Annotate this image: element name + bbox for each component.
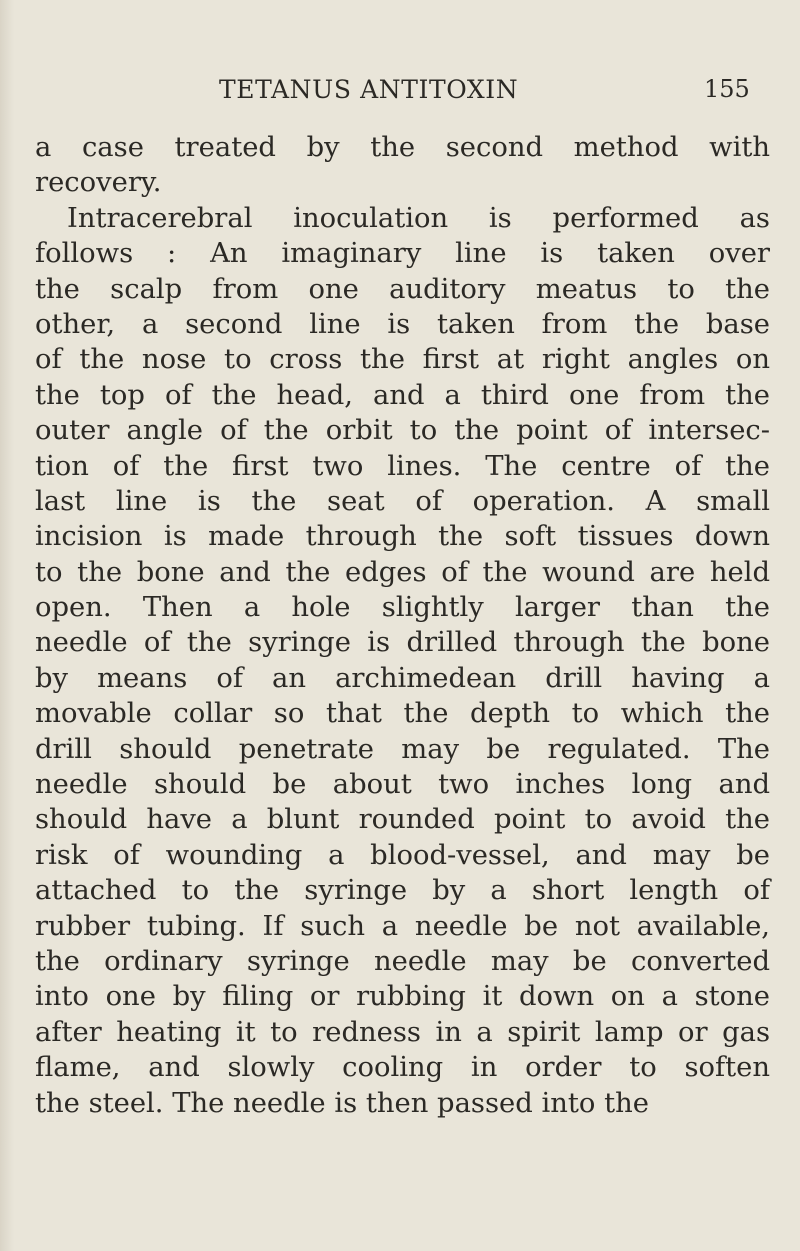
text-line: incision is made through the soft tissues down: [35, 521, 770, 553]
text-line: of the nose to cross the first at right angles on: [35, 344, 770, 376]
text-line: follows : An imaginary line is taken over: [35, 238, 770, 270]
text-line: last line is the seat of operation. A small: [35, 485, 770, 517]
text-line: movable collar so that the depth to which the: [35, 698, 770, 730]
text-line: attached to the syringe by a short length of: [35, 875, 770, 907]
text-line: the steel. The needle is then passed into the: [35, 1087, 649, 1119]
text-line: flame, and slowly cooling in order to soften: [35, 1052, 770, 1084]
text-line: after heating it to redness in a spirit lamp or gas: [35, 1016, 770, 1048]
text-line: the ordinary syringe needle may be converted: [35, 945, 770, 977]
text-line: the scalp from one auditory meatus to the: [35, 273, 770, 305]
text-line: to the bone and the edges of the wound are held: [35, 556, 770, 588]
text-line: a case treated by the second method with: [35, 132, 770, 163]
text-line: drill should penetrate may be regulated. The: [35, 733, 770, 765]
text-line: needle should be about two inches long and: [35, 769, 770, 801]
text-line: risk of wounding a blood-vessel, and may be: [35, 839, 770, 871]
text-line: needle of the syringe is drilled through the bone: [35, 627, 770, 659]
text-line: should have a blunt rounded point to avoid the: [35, 804, 770, 836]
text-line: tion of the first two lines. The centre of the: [35, 450, 770, 482]
text-line: into one by filing or rubbing it down on a stone: [35, 981, 770, 1013]
text-line: by means of an archimedean drill having a: [35, 662, 770, 694]
text-line: the top of the head, and a third one from the: [35, 379, 770, 411]
text-line: Intracerebral inoculation is performed as: [67, 202, 770, 234]
text-line: outer angle of the orbit to the point of intersec-: [35, 415, 770, 447]
body-text: [35, 130, 770, 1121]
text-line: open. Then a hole slightly larger than the: [35, 592, 770, 624]
page-edge: [0, 0, 14, 1251]
page-number: 155: [704, 75, 750, 103]
text-line: other, a second line is taken from the base: [35, 308, 770, 340]
text-line: recovery.: [35, 167, 162, 199]
page-header: [0, 75, 800, 115]
text-line: rubber tubing. If such a needle be not available,: [35, 910, 770, 942]
running-head: TETANUS ANTITOXIN: [219, 75, 519, 104]
